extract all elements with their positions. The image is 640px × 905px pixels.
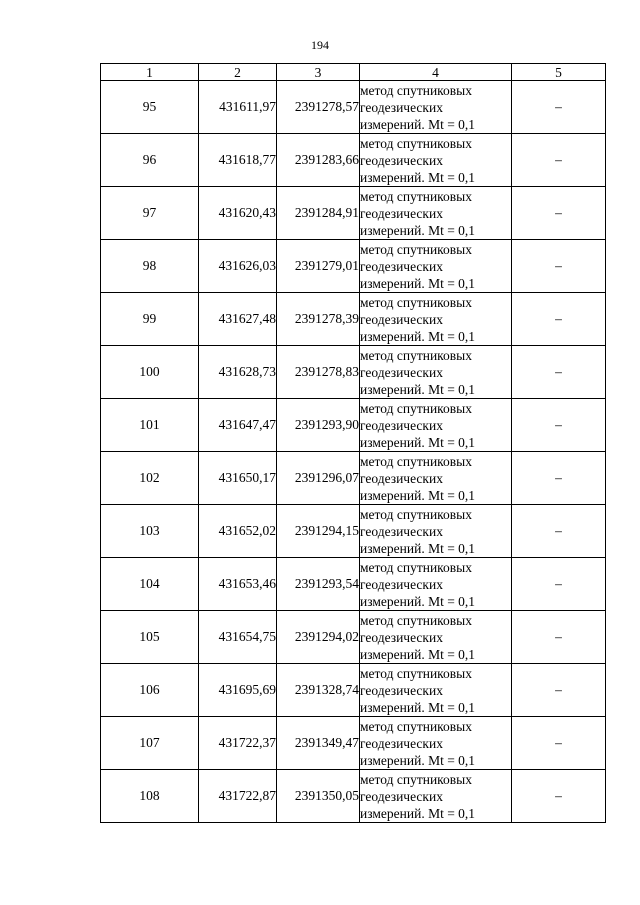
y-coordinate-cell: 2391284,91	[277, 187, 360, 240]
table-row	[101, 134, 606, 187]
y-coordinate-cell: 2391279,01	[277, 240, 360, 293]
point-number-cell: 102	[101, 452, 199, 505]
method-cell: метод спутниковых геодезических измерений. Mt = 0,1	[360, 399, 512, 452]
x-coordinate-cell: 431650,17	[199, 452, 277, 505]
header-row	[101, 64, 606, 81]
header-col-2: 2	[199, 64, 277, 81]
table-row	[101, 187, 606, 240]
method-cell: метод спутниковых геодезических измерений. Mt = 0,1	[360, 346, 512, 399]
y-coordinate-cell: 2391293,54	[277, 558, 360, 611]
note-cell: –	[512, 81, 606, 134]
method-cell: метод спутниковых геодезических измерений. Mt = 0,1	[360, 664, 512, 717]
header-col-5: 5	[512, 64, 606, 81]
method-cell: метод спутниковых геодезических измерений. Mt = 0,1	[360, 611, 512, 664]
table-row	[101, 293, 606, 346]
point-number-cell: 98	[101, 240, 199, 293]
table-row	[101, 664, 606, 717]
y-coordinate-cell: 2391294,15	[277, 505, 360, 558]
header-col-3: 3	[277, 64, 360, 81]
table-header	[101, 64, 606, 81]
x-coordinate-cell: 431647,47	[199, 399, 277, 452]
y-coordinate-cell: 2391350,05	[277, 770, 360, 823]
y-coordinate-cell: 2391278,83	[277, 346, 360, 399]
table-row	[101, 611, 606, 664]
point-number-cell: 104	[101, 558, 199, 611]
method-cell: метод спутниковых геодезических измерений. Mt = 0,1	[360, 770, 512, 823]
note-cell: –	[512, 187, 606, 240]
note-cell: –	[512, 558, 606, 611]
y-coordinate-cell: 2391294,02	[277, 611, 360, 664]
point-number-cell: 106	[101, 664, 199, 717]
table-row	[101, 346, 606, 399]
x-coordinate-cell: 431695,69	[199, 664, 277, 717]
coordinates-table	[100, 63, 606, 823]
note-cell: –	[512, 293, 606, 346]
page-number: 194	[311, 38, 329, 52]
x-coordinate-cell: 431620,43	[199, 187, 277, 240]
note-cell: –	[512, 664, 606, 717]
x-coordinate-cell: 431628,73	[199, 346, 277, 399]
y-coordinate-cell: 2391349,47	[277, 717, 360, 770]
table-row	[101, 240, 606, 293]
y-coordinate-cell: 2391296,07	[277, 452, 360, 505]
point-number-cell: 105	[101, 611, 199, 664]
method-cell: метод спутниковых геодезических измерений. Mt = 0,1	[360, 187, 512, 240]
table-row	[101, 558, 606, 611]
point-number-cell: 97	[101, 187, 199, 240]
point-number-cell: 101	[101, 399, 199, 452]
point-number-cell: 107	[101, 717, 199, 770]
table-row	[101, 717, 606, 770]
note-cell: –	[512, 452, 606, 505]
point-number-cell: 103	[101, 505, 199, 558]
table-row	[101, 770, 606, 823]
x-coordinate-cell: 431626,03	[199, 240, 277, 293]
x-coordinate-cell: 431627,48	[199, 293, 277, 346]
table-body	[101, 81, 606, 823]
note-cell: –	[512, 240, 606, 293]
y-coordinate-cell: 2391328,74	[277, 664, 360, 717]
method-cell: метод спутниковых геодезических измерений. Mt = 0,1	[360, 240, 512, 293]
method-cell: метод спутниковых геодезических измерений. Mt = 0,1	[360, 134, 512, 187]
point-number-cell: 108	[101, 770, 199, 823]
note-cell: –	[512, 717, 606, 770]
note-cell: –	[512, 505, 606, 558]
table-row	[101, 399, 606, 452]
x-coordinate-cell: 431722,87	[199, 770, 277, 823]
method-cell: метод спутниковых геодезических измерений. Mt = 0,1	[360, 452, 512, 505]
note-cell: –	[512, 611, 606, 664]
note-cell: –	[512, 134, 606, 187]
point-number-cell: 95	[101, 81, 199, 134]
x-coordinate-cell: 431653,46	[199, 558, 277, 611]
x-coordinate-cell: 431611,97	[199, 81, 277, 134]
point-number-cell: 99	[101, 293, 199, 346]
x-coordinate-cell: 431722,37	[199, 717, 277, 770]
x-coordinate-cell: 431618,77	[199, 134, 277, 187]
point-number-cell: 96	[101, 134, 199, 187]
note-cell: –	[512, 346, 606, 399]
y-coordinate-cell: 2391278,57	[277, 81, 360, 134]
table-row	[101, 505, 606, 558]
method-cell: метод спутниковых геодезических измерений. Mt = 0,1	[360, 81, 512, 134]
header-col-1: 1	[101, 64, 199, 81]
method-cell: метод спутниковых геодезических измерений. Mt = 0,1	[360, 293, 512, 346]
y-coordinate-cell: 2391283,66	[277, 134, 360, 187]
x-coordinate-cell: 431654,75	[199, 611, 277, 664]
note-cell: –	[512, 399, 606, 452]
table-row	[101, 452, 606, 505]
note-cell: –	[512, 770, 606, 823]
table-row	[101, 81, 606, 134]
point-number-cell: 100	[101, 346, 199, 399]
method-cell: метод спутниковых геодезических измерений. Mt = 0,1	[360, 558, 512, 611]
y-coordinate-cell: 2391278,39	[277, 293, 360, 346]
method-cell: метод спутниковых геодезических измерений. Mt = 0,1	[360, 505, 512, 558]
y-coordinate-cell: 2391293,90	[277, 399, 360, 452]
x-coordinate-cell: 431652,02	[199, 505, 277, 558]
method-cell: метод спутниковых геодезических измерений. Mt = 0,1	[360, 717, 512, 770]
header-col-4: 4	[360, 64, 512, 81]
